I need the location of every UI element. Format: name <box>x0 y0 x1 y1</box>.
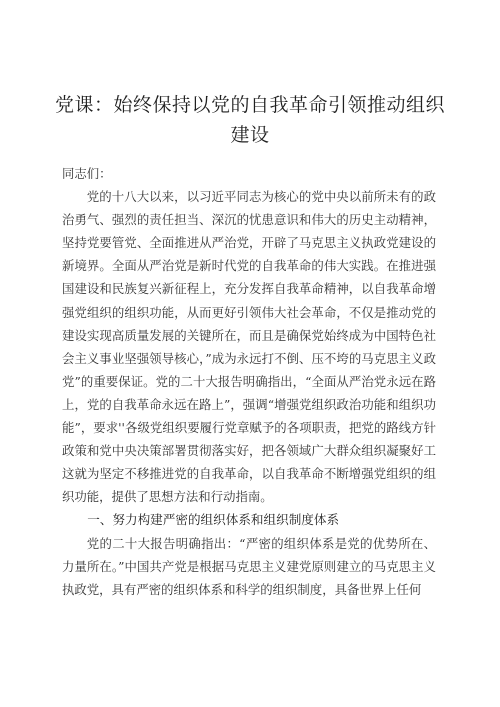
document-title: 党课：始终保持以党的自我革命引领推动组织建设 <box>54 94 445 146</box>
section-heading: 一、努力构建严密的组织体系和组织制度体系 <box>87 512 340 528</box>
document-body <box>62 162 436 601</box>
intro-paragraph: 党的十八大以来，以习近平同志为核心的党中央以前所未有的政治勇气、强烈的责任担当、深沉的忧患意识和伟大的历史主动精神，坚持党要管党、全面推进从严治党，开辟了马克思主义执政党建设的新境界。全面从严治党是新时代党的自我革命的伟大实践。在推进强国建设和民族复兴新征程上，充分发挥自我革命精神，以自我革命增强党组织的组织功能，从而更好引领伟大社会革命，不仅是推动党的建设实现高质量发展的关键所在，而且是确保党始终成为中国特色社会主义事业坚强领导核心，”成为永远打不倒、压不垮的马克思主义政党”的重要保证。党的二十大报告明确指出，“全面从严治党永远在路上，党的自我革命永远在路上”，强调“增强党组织政治功能和组织功能”，要求''各级党组织要履行党章赋予的各项职责，把党的路线方针政策和党中央决策部署贯彻落实好，把各领域广大群众组织凝聚好工这就为坚定不移推进党的自我革命，以自我革命不断增强党组织的组织功能，提供了思想方法和行动指南。 <box>62 189 436 505</box>
section-paragraph: 党的二十大报告明确指出：“严密的组织体系是党的优势所在、力量所在。”中国共产党是根据马克思主义建党原则建立的马克思主义执政党，具有严密的组织体系和科学的组织制度，具备世界上任何 <box>62 535 436 597</box>
salutation: 同志们： <box>62 166 112 181</box>
